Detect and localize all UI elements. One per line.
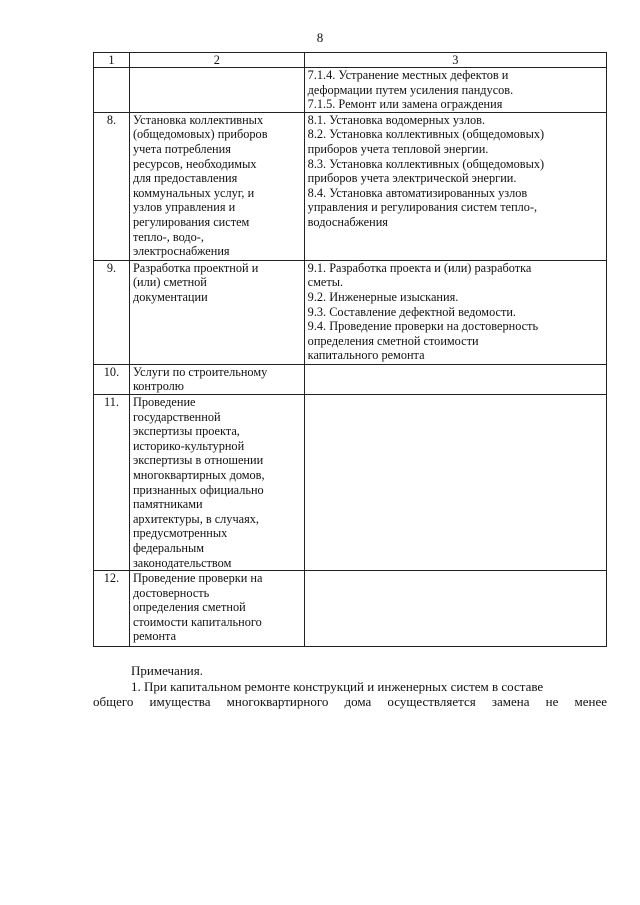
table-row xyxy=(94,260,607,364)
work-item-line: капитального ремонта xyxy=(307,348,425,363)
work-type-line: контролю xyxy=(132,379,184,394)
row-number: 10. xyxy=(94,364,130,394)
row-number: 9. xyxy=(94,260,130,364)
work-type-line: многоквартирных домов, xyxy=(132,467,265,482)
table-row xyxy=(94,571,607,647)
row-number: 11. xyxy=(94,394,130,570)
work-type-line: стоимости капитального xyxy=(132,614,262,629)
page-number: 8 xyxy=(316,30,324,45)
work-type-line: законодательством xyxy=(132,555,232,570)
notes-section xyxy=(93,663,607,710)
work-type-line: федеральным xyxy=(132,540,204,555)
works-table xyxy=(93,52,607,647)
work-type-cell xyxy=(129,68,304,113)
work-items-cell xyxy=(304,260,606,364)
work-type-line: историко-культурной xyxy=(132,438,245,453)
work-item-line: водоснабжения xyxy=(307,214,388,229)
work-type-line: Проведение проверки на xyxy=(132,571,263,586)
work-items-cell xyxy=(304,112,606,260)
works-table-body xyxy=(94,53,607,647)
work-type-line: коммунальных услуг, и xyxy=(132,185,255,200)
table-row xyxy=(94,364,607,394)
table-header-row xyxy=(94,53,607,68)
row-number: 8. xyxy=(94,112,130,260)
work-type-line: учета потребления xyxy=(132,141,231,156)
work-type-line: электроснабжения xyxy=(132,244,230,259)
row-number: 12. xyxy=(94,571,130,647)
work-items-cell xyxy=(304,68,606,113)
work-type-line: признанных официально xyxy=(132,482,264,497)
work-item-line: определения сметной стоимости xyxy=(307,333,479,348)
work-item-line: 9.3. Составление дефектной ведомости. xyxy=(307,304,517,319)
header-cell-3: 3 xyxy=(304,53,606,68)
work-items-cell xyxy=(304,571,606,647)
work-item-line: приборов учета электрической энергии. xyxy=(307,171,517,186)
work-type-line: государственной xyxy=(132,409,221,424)
notes-paragraph-line-2: общего имущества многоквартирного дома осуществляется замена не менее xyxy=(93,694,607,709)
header-cell-1: 1 xyxy=(94,53,130,68)
work-item-line: 8.3. Установка коллективных (общедомовых) xyxy=(307,156,545,171)
work-item-line: сметы. xyxy=(307,275,344,290)
work-item-line: приборов учета тепловой энергии. xyxy=(307,141,489,156)
work-type-line: достоверность xyxy=(132,585,210,600)
work-type-line: экспертизы проекта, xyxy=(132,424,240,439)
work-type-line: Разработка проектной и xyxy=(132,260,259,275)
work-type-line: для предоставления xyxy=(132,171,238,186)
work-item-line: 7.1.5. Ремонт или замена ограждения xyxy=(307,97,503,112)
work-item-line: 9.4. Проведение проверки на достоверность xyxy=(307,319,539,334)
row-number xyxy=(94,68,130,113)
work-type-line: Установка коллективных xyxy=(132,112,264,127)
work-type-cell xyxy=(129,571,304,647)
work-type-line: Услуги по строительному xyxy=(132,364,268,379)
notes-paragraph-line-1: 1. При капитальном ремонте конструкций и инженерных систем в составе xyxy=(131,678,544,694)
work-item-line: 8.1. Установка водомерных узлов. xyxy=(307,112,486,127)
work-item-line: 8.4. Установка автоматизированных узлов xyxy=(307,185,528,200)
work-type-line: ремонта xyxy=(132,629,177,644)
work-type-line: узлов управления и xyxy=(132,200,236,215)
table-row xyxy=(94,112,607,260)
work-items-cell xyxy=(304,364,606,394)
work-type-line: регулирования систем xyxy=(132,214,250,229)
table-row xyxy=(94,394,607,570)
work-type-line: ресурсов, необходимых xyxy=(132,156,257,171)
work-type-cell xyxy=(129,260,304,364)
work-type-line: (общедомовых) приборов xyxy=(132,127,268,142)
work-type-line: предусмотренных xyxy=(132,526,228,541)
work-type-cell xyxy=(129,364,304,394)
work-item-line: управления и регулирования систем тепло-, xyxy=(307,200,538,215)
work-type-line: определения сметной xyxy=(132,600,246,615)
work-type-line: документации xyxy=(132,289,208,304)
work-type-line: памятниками xyxy=(132,497,203,512)
work-item-line: деформации путем усиления пандусов. xyxy=(307,82,514,97)
work-type-line: (или) сметной xyxy=(132,275,207,290)
table-row xyxy=(94,68,607,113)
notes-heading: Примечания. xyxy=(131,663,203,678)
work-item-line: 9.1. Разработка проекта и (или) разработка xyxy=(307,260,532,275)
work-type-line: архитектуры, в случаях, xyxy=(132,511,259,526)
work-item-line: 8.2. Установка коллективных (общедомовых) xyxy=(307,127,545,142)
work-type-line: экспертизы в отношении xyxy=(132,453,264,468)
work-type-cell xyxy=(129,394,304,570)
work-type-cell xyxy=(129,112,304,260)
work-item-line: 7.1.4. Устранение местных дефектов и xyxy=(307,68,509,82)
work-type-line: тепло-, водо-, xyxy=(132,229,204,244)
work-item-line: 9.2. Инженерные изыскания. xyxy=(307,289,459,304)
work-items-cell xyxy=(304,394,606,570)
work-type-line: Проведение xyxy=(132,394,196,409)
header-cell-2: 2 xyxy=(129,53,304,68)
